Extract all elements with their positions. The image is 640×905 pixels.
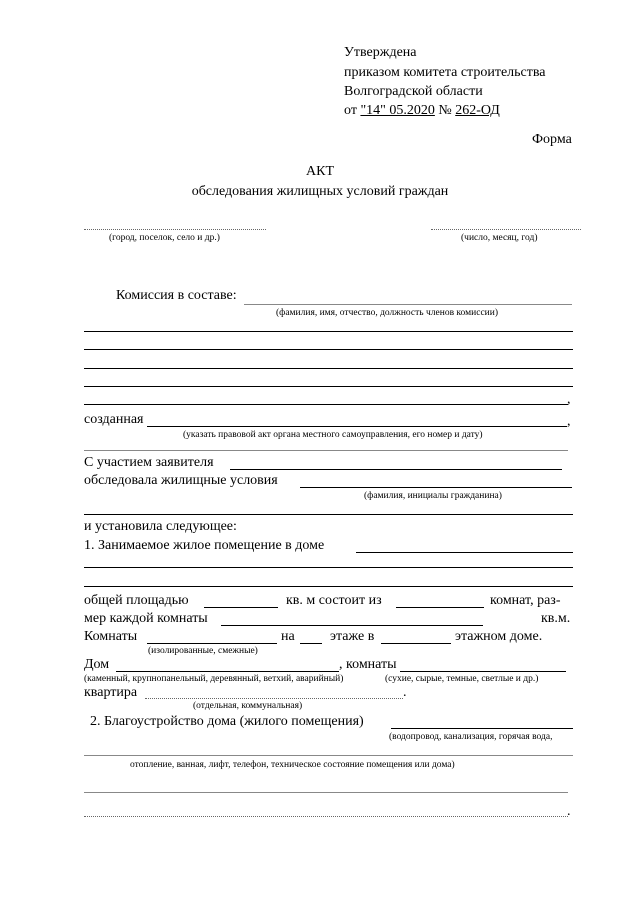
created-label: созданная [84,412,144,427]
floor-field[interactable] [300,643,322,644]
rooms-condition-label: , комнаты [339,657,397,672]
form-label: Форма [532,132,572,147]
sqm-consists-label: кв. м состоит из [286,593,382,608]
apartment-period: . [403,685,407,700]
applicant-name-hint: (фамилия, инициалы гражданина) [364,491,502,501]
room-size-label: мер каждой комнаты [84,611,208,626]
city-hint: (город, поселок, село и др.) [109,233,220,243]
house-type-field[interactable] [116,671,339,672]
commission-line[interactable] [84,331,573,332]
commission-line[interactable] [84,349,573,350]
apartment-type-hint: (отдельная, коммунальная) [193,701,303,711]
approval-line-3: Волгоградской области [344,84,483,99]
applicant-extra-line[interactable] [84,514,573,515]
amenities-hint-2: отопление, ванная, лифт, телефон, техническое состояние помещения или дома) [130,760,455,770]
item1-label: 1. Занимаемое жилое помещение в доме [84,538,325,553]
house-label: Дом [84,657,110,672]
created-comma: , [567,414,571,429]
storeys-field[interactable] [381,643,451,644]
rooms-type-hint: (изолированные, смежные) [148,646,258,656]
approval-line-4 [344,104,500,118]
house-address-line[interactable] [84,586,573,587]
amenities-period: . [567,804,571,819]
floor-in-label: этаже в [330,629,375,644]
rooms-row-label: Комнаты [84,629,138,644]
city-field[interactable] [84,229,266,230]
inspected-label: обследовала жилищные условия [84,473,278,488]
total-area-field[interactable] [204,607,278,608]
house-address-line[interactable] [84,567,573,568]
amenities-hint-1: (водопровод, канализация, горячая вода, [389,732,553,742]
approval-line-1: Утверждена [344,45,417,60]
total-area-label: общей площадью [84,593,189,608]
legal-act-hint: (указать правовой акт органа местного самоуправления, его номер и дату) [183,430,483,440]
rooms-type-field[interactable] [147,643,277,644]
sqm-label: кв.м. [541,611,571,626]
rooms-count-field[interactable] [396,607,484,608]
rooms-condition-field[interactable] [400,671,566,672]
commission-line[interactable] [84,368,573,369]
legal-act-line[interactable] [84,450,568,451]
date-hint: (число, месяц, год) [461,233,538,243]
amenities-line[interactable] [84,816,568,817]
established-label: и установила следующее: [84,519,237,534]
house-type-hint: (каменный, крупнопанельный, деревянный, ветхий, аварийный) [84,674,344,684]
created-field[interactable] [147,426,567,427]
approval-number: 262-ОД [455,103,500,118]
rooms-label: комнат, раз- [490,593,561,608]
members-hint: (фамилия, имя, отчество, должность членов комиссии) [276,308,498,318]
commission-line[interactable] [84,404,568,405]
house-address-field[interactable] [356,552,573,553]
document-title: АКТ [306,164,334,179]
amenities-field[interactable] [391,728,573,729]
commission-line[interactable] [84,386,573,387]
approval-line-2: приказом комитета строительства [344,65,546,80]
document-subtitle: обследования жилищных условий граждан [191,184,449,199]
date-field[interactable] [431,229,581,230]
approval-date: "14" 05.2020 [360,103,435,118]
room-size-field[interactable] [221,625,483,626]
rooms-condition-hint: (сухие, сырые, темные, светлые и др.) [385,674,539,684]
on-label: на [281,629,295,644]
commission-comma: , [567,392,571,407]
applicant-field[interactable] [230,469,562,470]
item2-label: 2. Благоустройство дома (жилого помещения) [90,714,364,729]
participation-label: С участием заявителя [84,455,214,470]
approval-from: от [344,103,361,118]
commission-label: Комиссия в составе: [116,288,237,303]
approval-number-sign: № [434,103,456,118]
commission-field[interactable] [244,304,572,305]
amenities-line[interactable] [84,755,573,756]
amenities-line[interactable] [84,792,568,793]
storey-label: этажном доме. [455,629,543,644]
apartment-label: квартира [84,685,138,700]
apartment-type-field[interactable] [145,698,403,699]
inspected-field[interactable] [300,487,572,488]
